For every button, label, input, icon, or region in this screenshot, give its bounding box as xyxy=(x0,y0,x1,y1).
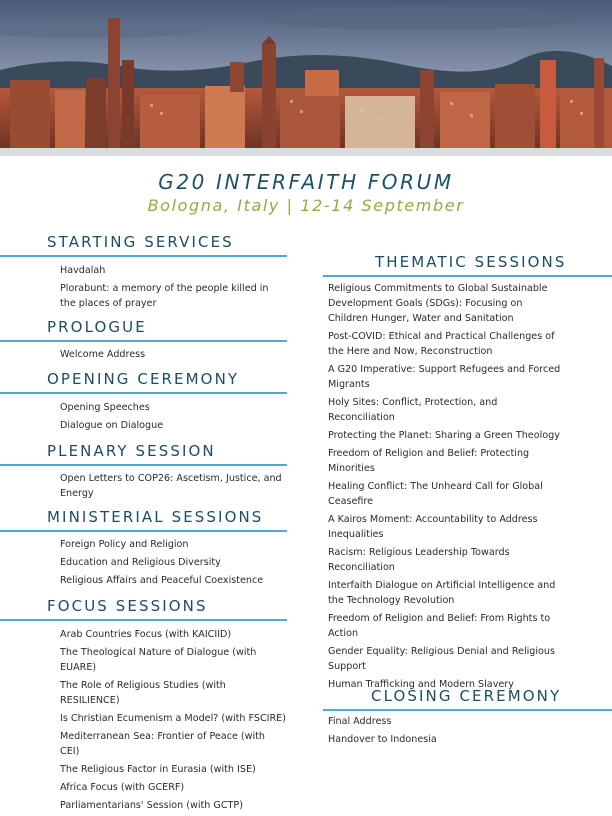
section-title: CLOSING CEREMONY xyxy=(371,687,562,705)
list-item: The Theological Nature of Dialogue (with EUARE) xyxy=(60,647,257,673)
section-title: FOCUS SESSIONS xyxy=(47,597,208,615)
thematic-sessions-list xyxy=(328,281,564,695)
list-item: Freedom of Religion and Belief: Protecting Minorities xyxy=(328,448,530,474)
list-item: Dialogue on Dialogue xyxy=(60,420,164,431)
list-item: A G20 Imperative: Support Refugees and Forced Migrants xyxy=(328,364,561,390)
list-item: Final Address xyxy=(328,716,392,727)
focus-sessions-list xyxy=(60,627,286,816)
section-rule xyxy=(0,392,287,394)
section-ministerial-sessions xyxy=(0,508,287,532)
starting-services-list xyxy=(60,263,286,314)
list-item: Welcome Address xyxy=(60,349,146,360)
list-item: Protecting the Planet: Sharing a Green Theology xyxy=(328,430,560,441)
list-item: Parliamentarians' Session (with GCTP) xyxy=(60,800,243,811)
list-item: Holy Sites: Conflict, Protection, and Reconciliation xyxy=(328,397,498,423)
section-focus-sessions xyxy=(0,597,287,621)
section-title: PROLOGUE xyxy=(47,318,147,336)
section-title: PLENARY SESSION xyxy=(47,442,216,460)
list-item: Human Trafficking and Modern Slavery xyxy=(328,679,514,690)
list-item: A Kairos Moment: Accountability to Address Inequalities xyxy=(328,514,538,540)
closing-ceremony-list xyxy=(328,714,564,750)
list-item: The Role of Religious Studies (with RESILIENCE) xyxy=(60,680,226,706)
skyline-illustration xyxy=(0,0,612,148)
section-rule xyxy=(323,709,612,711)
header-photo-bologna-skyline xyxy=(0,0,612,148)
list-item: Arab Countries Focus (with KAICIID) xyxy=(60,629,232,640)
section-title: MINISTERIAL SESSIONS xyxy=(47,508,264,526)
list-item: Interfaith Dialogue on Artificial Intelligence and the Technology Revolution xyxy=(328,580,556,606)
list-item: Post-COVID: Ethical and Practical Challenges of the Here and Now, Reconstruction xyxy=(328,331,555,357)
list-item: Opening Speeches xyxy=(60,402,150,413)
event-location-dates: Bologna, Italy | 12-14 September xyxy=(147,196,465,215)
section-rule xyxy=(0,255,287,257)
section-rule xyxy=(323,275,612,277)
section-opening-ceremony xyxy=(0,370,287,394)
section-rule xyxy=(0,530,287,532)
section-rule xyxy=(0,340,287,342)
section-prologue xyxy=(0,318,287,342)
list-item: Handover to Indonesia xyxy=(328,734,437,745)
list-item: Foreign Policy and Religion xyxy=(60,539,189,550)
plenary-session-list xyxy=(60,471,286,504)
section-rule xyxy=(0,619,287,621)
page-title: G20 INTERFAITH FORUM xyxy=(158,170,454,194)
section-plenary-session xyxy=(0,442,287,466)
list-item: Gender Equality: Religious Denial and Religious Support xyxy=(328,646,555,672)
ministerial-sessions-list xyxy=(60,537,286,591)
list-item: Mediterranean Sea: Frontier of Peace (with CEI) xyxy=(60,731,266,757)
prologue-list xyxy=(60,347,286,365)
list-item: Is Christian Ecumenism a Model? (with FSCIRE) xyxy=(60,713,286,724)
opening-ceremony-list xyxy=(60,400,286,436)
section-title: OPENING CEREMONY xyxy=(47,370,240,388)
list-item: Healing Conflict: The Unheard Call for Global Ceasefire xyxy=(328,481,543,507)
list-item: Open Letters to COP26: Ascetism, Justice, and Energy xyxy=(60,473,282,499)
header-divider-strip xyxy=(0,148,612,156)
section-title: STARTING SERVICES xyxy=(47,233,234,251)
list-item: Havdalah xyxy=(60,265,106,276)
section-title: THEMATIC SESSIONS xyxy=(375,253,567,271)
section-starting-services xyxy=(0,233,287,257)
list-item: Religious Affairs and Peaceful Coexistence xyxy=(60,575,264,586)
list-item: Plorabunt: a memory of the people killed in the places of prayer xyxy=(60,283,269,309)
section-closing-ceremony xyxy=(323,687,612,711)
section-rule xyxy=(0,464,287,466)
list-item: Africa Focus (with GCERF) xyxy=(60,782,185,793)
list-item: Racism: Religious Leadership Towards Reconciliation xyxy=(328,547,510,573)
section-thematic-sessions xyxy=(323,253,612,277)
list-item: The Religious Factor in Eurasia (with ISE) xyxy=(60,764,256,775)
list-item: Religious Commitments to Global Sustainable Development Goals (SDGs): Focusing on Children Hunger, Water and Sanitation xyxy=(328,283,548,324)
list-item: Education and Religious Diversity xyxy=(60,557,221,568)
list-item: Freedom of Religion and Belief: From Rights to Action xyxy=(328,613,551,639)
